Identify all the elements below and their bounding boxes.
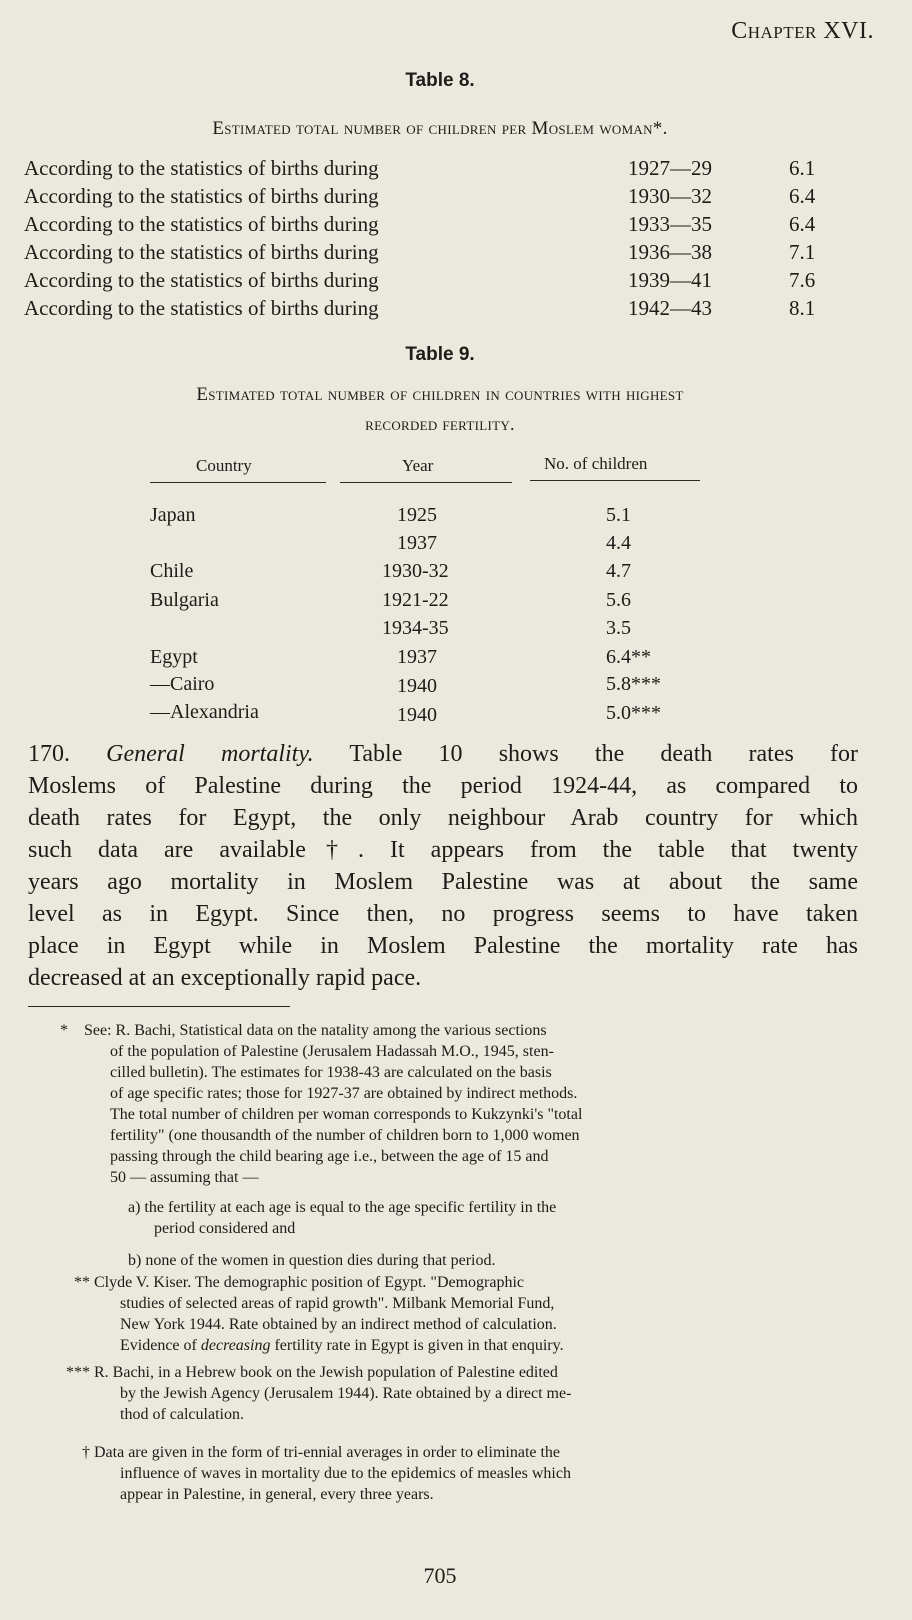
table9-year: 1937 [397, 532, 437, 554]
footnote-line: thod of calculation. [120, 1406, 244, 1423]
table8-period: 1939—41 [628, 268, 712, 292]
paragraph-line [28, 738, 858, 770]
body-paragraph [28, 738, 858, 994]
table9-children: 5.8*** [606, 673, 661, 695]
table8-row [24, 296, 864, 324]
table8-label: According to the statistics of births during [24, 212, 379, 236]
footnote-line [94, 1335, 884, 1356]
table9-children: 4.4 [606, 532, 631, 554]
footnote-text: fertility rate in Egypt is given in that enquiry. [270, 1337, 564, 1354]
table8-period: 1930—32 [628, 184, 712, 208]
footnote-line: 50 — assuming that — [110, 1169, 259, 1186]
footnote-mark: ** [74, 1274, 90, 1291]
table8-period: 1933—35 [628, 212, 712, 236]
footnote-line: fertility" (one thousandth of the number of children born to 1,000 women [110, 1127, 580, 1144]
footnote-line: appear in Palestine, in general, every three years. [120, 1486, 434, 1503]
table9-children: 6.4** [606, 646, 651, 668]
footnote-line: by the Jewish Agency (Jerusalem 1944). Rate obtained by a direct me- [120, 1385, 572, 1402]
footnote-4 [94, 1442, 884, 1505]
table8-caption: Estimated total number of children per Moslem woman*. [212, 118, 668, 139]
table9-country: Bulgaria [150, 589, 219, 611]
table9-year: 1934-35 [382, 617, 449, 639]
footnote-mark: * [60, 1022, 68, 1039]
paragraph-heading: General mortality. [106, 741, 314, 767]
chapter-heading: Chapter XVI. [731, 18, 874, 44]
footnote-1b: b) none of the women in question dies during that period. [128, 1252, 496, 1269]
table9-year: 1930-32 [382, 560, 449, 582]
table9-year: 1940 [397, 675, 437, 697]
footnote-2 [94, 1272, 884, 1356]
footnote-line: of age specific rates; those for 1927-37 are obtained by indirect methods. [110, 1085, 578, 1102]
table8-label: According to the statistics of births during [24, 268, 379, 292]
footnote-line: R. Bachi, in a Hebrew book on the Jewish population of Palestine edited [94, 1364, 558, 1381]
table8-value: 7.1 [789, 240, 816, 264]
table8-title: Table 8. [405, 70, 475, 91]
table9-year: 1940 [397, 704, 437, 726]
footnote-line: See: R. Bachi, Statistical data on the natality among the various sections [84, 1022, 547, 1039]
footnote-line: Data are given in the form of tri-ennial averages in order to eliminate the [94, 1444, 561, 1461]
table8-label: According to the statistics of births during [24, 296, 379, 320]
table9-country: Egypt [150, 646, 198, 668]
paragraph-line-rest: Table 10 shows the death rates for [349, 741, 858, 767]
table9-year: 1925 [397, 504, 437, 526]
paragraph-number: 170. [28, 741, 70, 767]
paragraph-line: such data are available†. It appears from the table that twenty [28, 837, 858, 863]
table9-caption-line1: Estimated total number of children in countries with highest [196, 384, 684, 405]
table8-value: 6.1 [789, 156, 816, 180]
footnote-1 [84, 1020, 874, 1188]
table9-country: Japan [150, 504, 196, 526]
table8-value: 6.4 [789, 212, 816, 236]
table9-children: 5.1 [606, 504, 631, 526]
table8-period: 1927—29 [628, 156, 712, 180]
table8-row [24, 212, 864, 240]
footnote-mark: *** [66, 1364, 90, 1381]
footnote-line: passing through the child bearing age i.e., between the age of 15 and [110, 1148, 549, 1165]
table8-period: 1942—43 [628, 296, 712, 320]
paragraph-line: years ago mortality in Moslem Palestine was at about the same [28, 869, 858, 895]
footnote-1a [128, 1197, 912, 1239]
table8-label: According to the statistics of births during [24, 184, 379, 208]
footnote-line: a) the fertility at each age is equal to the age specific fertility in the [128, 1199, 557, 1216]
footnote-emphasis: decreasing [200, 1337, 271, 1354]
table9-caption-line2: recorded fertility. [365, 414, 515, 434]
table8-label: According to the statistics of births during [24, 240, 379, 264]
paragraph-line: death rates for Egypt, the only neighbour Arab country for which [28, 805, 858, 831]
table9-header-country: Country [196, 456, 252, 475]
table8-label: According to the statistics of births during [24, 156, 379, 180]
paragraph-line: decreased at an exceptionally rapid pace. [28, 965, 422, 991]
table8-row [24, 156, 864, 184]
table9-header-year: Year [402, 456, 434, 475]
table9-children: 4.7 [606, 560, 631, 582]
page-number: 705 [423, 1563, 457, 1588]
footnote-line: The total number of children per woman corresponds to Kukzynki's "total [110, 1106, 583, 1123]
table9-children: 5.0*** [606, 702, 661, 724]
footnote-line: studies of selected areas of rapid growth". Milbank Memorial Fund, [120, 1295, 555, 1312]
table8-period: 1936—38 [628, 240, 712, 264]
footnote-text: Evidence of [120, 1337, 201, 1354]
table8-value: 7.6 [789, 268, 816, 292]
table8-row [24, 240, 864, 268]
footnote-rule [28, 1006, 290, 1007]
table9-header-rule [530, 480, 700, 481]
table9-title: Table 9. [405, 344, 475, 365]
footnote-3 [94, 1362, 884, 1425]
footnote-mark: † [82, 1444, 90, 1461]
footnote-line: influence of waves in mortality due to the epidemics of measles which [120, 1465, 571, 1482]
paragraph-line: level as in Egypt. Since then, no progress seems to have taken [28, 901, 858, 927]
table9-children: 5.6 [606, 589, 631, 611]
table8-value: 8.1 [789, 296, 816, 320]
footnote-line: of the population of Palestine (Jerusalem Hadassah M.O., 1945, sten- [110, 1043, 554, 1060]
footnote-line: period considered and [154, 1220, 296, 1237]
table9-header-rule [150, 482, 326, 483]
table9-children: 3.5 [606, 617, 631, 639]
footnote-line: Clyde V. Kiser. The demographic position of Egypt. "Demographic [94, 1274, 525, 1291]
footnote-line: New York 1944. Rate obtained by an indirect method of calculation. [120, 1316, 557, 1333]
paragraph-line: Moslems of Palestine during the period 1924-44, as compared to [28, 773, 858, 799]
table9-country: Chile [150, 560, 194, 582]
table9-year: 1937 [397, 646, 437, 668]
table9-header-children: No. of children [544, 454, 648, 473]
table9-country: —Cairo [150, 673, 215, 695]
table8-row [24, 268, 864, 296]
table8-value: 6.4 [789, 184, 816, 208]
footnote-line: cilled bulletin). The estimates for 1938-43 are calculated on the basis [110, 1064, 552, 1081]
table9-header-rule [340, 482, 512, 483]
table8-row [24, 184, 864, 212]
table9-country: —Alexandria [150, 701, 259, 723]
table9-year: 1921-22 [382, 589, 449, 611]
paragraph-line: place in Egypt while in Moslem Palestine the mortality rate has [28, 933, 858, 959]
